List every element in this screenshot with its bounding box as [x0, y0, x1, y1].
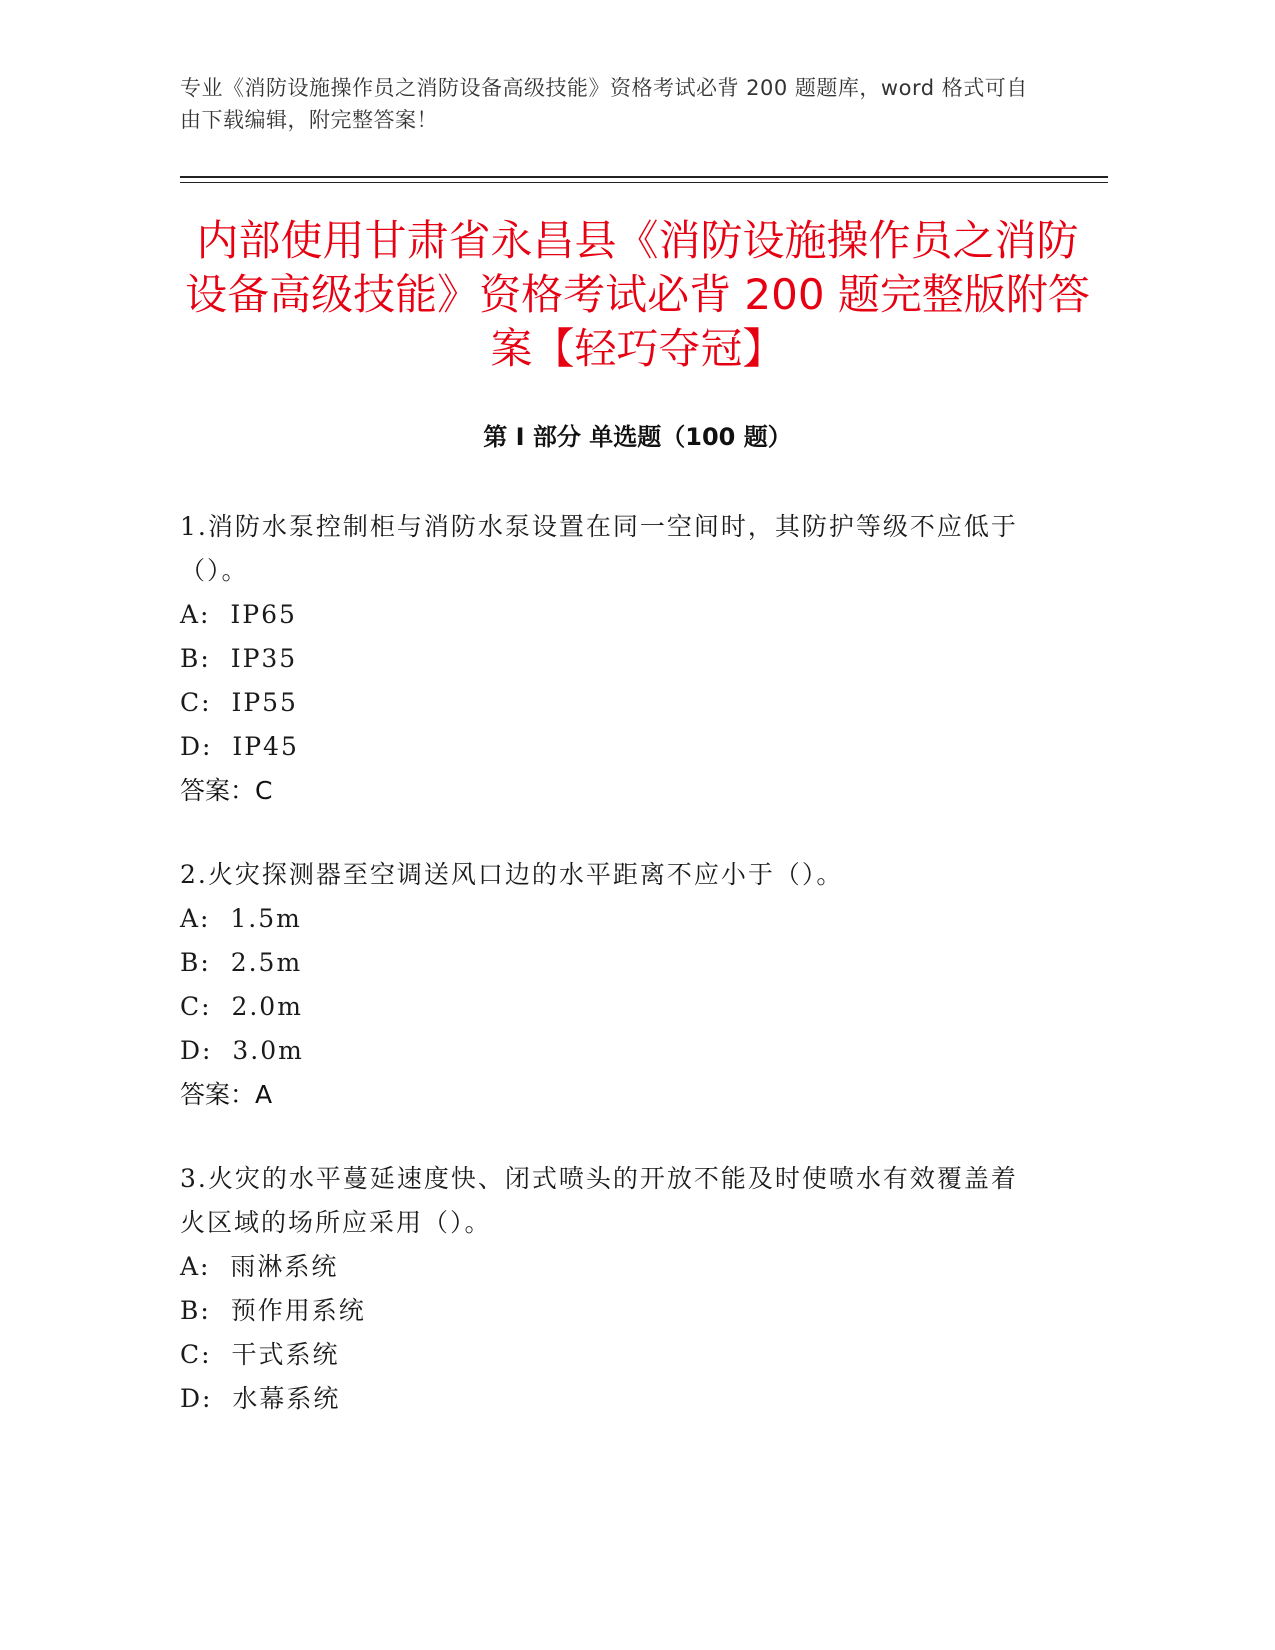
header-divider-thin: [180, 182, 1108, 183]
option-c: C: IP55: [180, 688, 298, 717]
question-stem: 3.火灾的水平蔓延速度快、闭式喷头的开放不能及时使喷水有效覆盖着火区域的场所应采用（）。: [180, 1164, 1018, 1237]
option-a: A: IP65: [180, 600, 297, 629]
option-b: B: 2.5m: [180, 948, 303, 977]
option-a: A: 1.5m: [180, 904, 302, 933]
document-title: 内部使用甘肃省永昌县《消防设施操作员之消防设备高级技能》资格考试必背 200 题完整版附答案【轻巧夺冠】: [185, 216, 1090, 373]
option-d: D: IP45: [180, 732, 299, 761]
question-2: [180, 853, 1040, 1117]
question-3: [180, 1157, 1040, 1421]
question-stem: 2.火灾探测器至空调送风口边的水平距离不应小于（）。: [180, 860, 844, 889]
question-stem: 1.消防水泵控制柜与消防水泵设置在同一空间时，其防护等级不应低于（）。: [180, 512, 1018, 585]
answer-line: 答案：A: [180, 1080, 273, 1109]
option-b: B: IP35: [180, 644, 298, 673]
option-a: A: 雨淋系统: [180, 1252, 339, 1281]
option-d: D: 水幕系统: [180, 1384, 341, 1413]
option-d: D: 3.0m: [180, 1036, 304, 1065]
header-note: 专业《消防设施操作员之消防设备高级技能》资格考试必背 200 题题库，word 格式可自由下载编辑，附完整答案！: [180, 76, 1028, 132]
question-list: [180, 505, 1040, 1461]
option-c: C: 干式系统: [180, 1340, 340, 1369]
header-divider-thick: [180, 176, 1108, 178]
section-title: 第 I 部分 单选题（100 题）: [483, 423, 792, 451]
option-c: C: 2.0m: [180, 992, 303, 1021]
answer-line: 答案：C: [180, 776, 273, 805]
question-1: [180, 505, 1040, 813]
option-b: B: 预作用系统: [180, 1296, 366, 1325]
